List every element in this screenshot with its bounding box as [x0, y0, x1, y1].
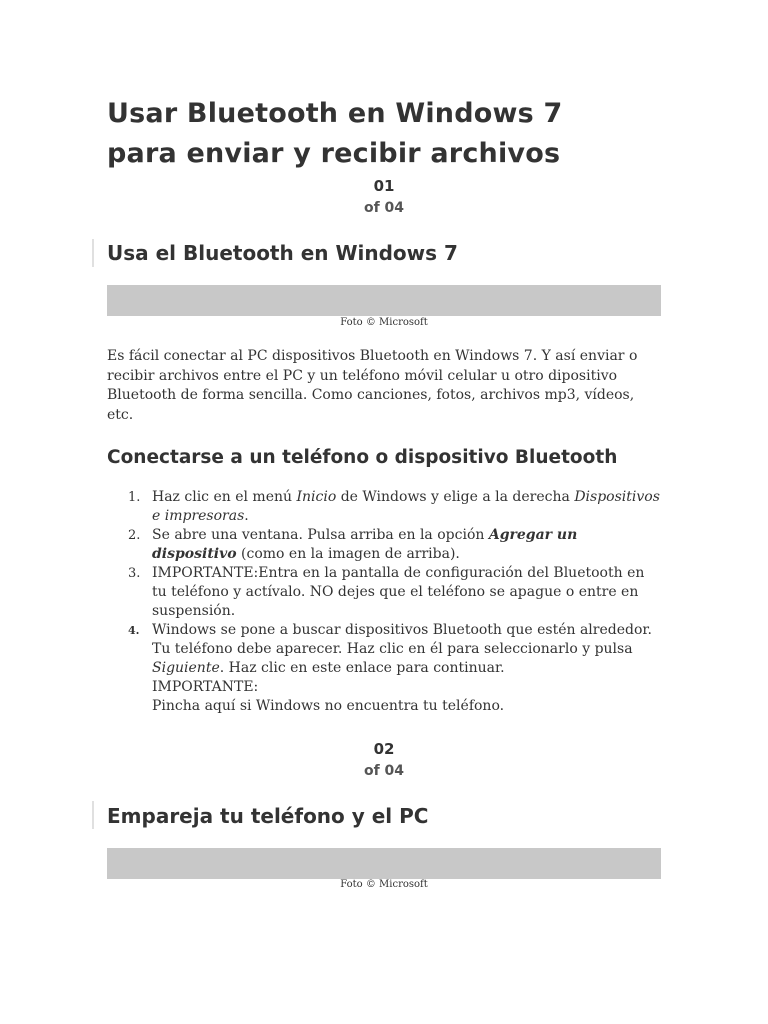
list-item-text: IMPORTANTE:Entra en la pantalla de configuración del Bluetooth en tu teléfono y actívalo. NO dejes que el teléfono se apague o entre en suspensión. [152, 565, 645, 619]
menu-name: Inicio [296, 489, 337, 505]
list-item-number: 3. [128, 566, 141, 581]
list-item-number: 1. [128, 490, 141, 505]
step-divider [92, 801, 94, 829]
list-item-text: IMPORTANTE: [152, 679, 259, 695]
list-item-text: Pincha aquí si Windows no encuentra tu teléfono. [152, 698, 505, 714]
instruction-list [128, 488, 662, 716]
list-item-text: . Haz clic en este enlace para continuar. [219, 660, 505, 676]
button-name: Siguiente [152, 660, 220, 676]
list-item [128, 564, 662, 621]
option-name: Agregar un dispositivo [152, 527, 578, 562]
list-item-text: Se abre una ventana. Pulsa arriba en la opción [152, 527, 489, 543]
image-caption: Foto © Microsoft [340, 879, 428, 890]
list-item [128, 526, 662, 564]
list-item-text: Windows se pone a buscar dispositivos Bluetooth que estén alrededor. Tu teléfono debe aparecer. Haz clic en él para seleccionarlo y pulsa [152, 622, 653, 657]
step-number: 02 [373, 740, 395, 758]
list-item [128, 488, 662, 526]
step-heading: Empareja tu teléfono y el PC [107, 804, 429, 828]
list-item-number: 4. [128, 624, 140, 637]
image-caption: Foto © Microsoft [340, 317, 428, 328]
step-divider [92, 239, 94, 267]
menu-option-name: Dispositivos e impresoras [152, 489, 660, 524]
step-heading: Usa el Bluetooth en Windows 7 [107, 241, 458, 265]
article-title [107, 94, 707, 174]
step-number: 01 [373, 177, 395, 195]
step-image [107, 848, 661, 879]
list-item-text: de Windows y elige a la derecha [336, 489, 575, 505]
step-image [107, 285, 661, 316]
list-item [128, 621, 662, 716]
list-item-number: 2. [128, 528, 141, 543]
article-title-line2: para enviar y recibir archivos [107, 138, 561, 169]
list-item-text: . [244, 508, 249, 524]
intro-paragraph: Es fácil conectar al PC dispositivos Bluetooth en Windows 7. Y así enviar o recibir archivos entre el PC y un teléfono móvil celular u otro dipositivo Bluetooth de forma sencilla. Como canciones, fotos, archivos mp3, vídeos, etc. [107, 348, 638, 423]
article-title-line1: Usar Bluetooth en Windows 7 [107, 98, 563, 129]
section-subheading: Conectarse a un teléfono o dispositivo Bluetooth [107, 447, 618, 468]
list-item-text: (como en la imagen de arriba). [236, 546, 460, 562]
step-of-total: of 04 [363, 200, 405, 216]
step-of-total: of 04 [363, 763, 405, 779]
list-item-text: Haz clic en el menú [152, 489, 297, 505]
